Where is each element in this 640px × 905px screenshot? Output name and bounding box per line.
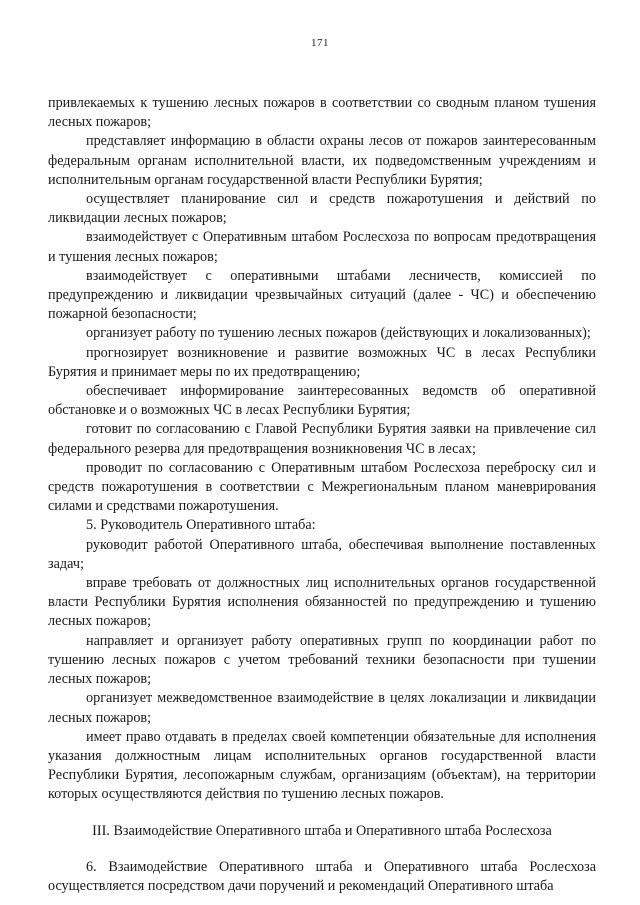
paragraph: осуществляет планирование сил и средств пожаротушения и действий по ликвидации лесных пожаров; [48, 191, 596, 227]
paragraph: прогнозирует возникновение и развитие возможных ЧС в лесах Республики Бурятия и принимает меры по их предотвращению; [48, 344, 596, 380]
section-heading: III. Взаимодействие Оперативного штаба и Оперативного штаба Рослесхоза [92, 822, 552, 839]
paragraph: представляет информацию в области охраны лесов от пожаров заинтересованным федеральным органам исполнительной власти, их подведомственным учреждениям и исполнительным органам государственной власти Республики Бурятия; [48, 133, 596, 188]
paragraph: обеспечивает информирование заинтересованных ведомств об оперативной обстановке и о возможных ЧС в лесах Республики Бурятия; [48, 383, 596, 419]
paragraph: готовит по согласованию с Главой Республики Бурятия заявки на привлечение сил федерального резерва для предотвращения возникновения ЧС в лесах; [48, 421, 596, 457]
paragraph: направляет и организует работу оперативных групп по координации работ по тушению лесных пожаров с учетом требований техники безопасности при тушении лесных пожаров; [48, 632, 596, 688]
paragraph: организует работу по тушению лесных пожаров (действующих и локализованных); [86, 325, 591, 342]
paragraph: имеет право отдавать в пределах своей компетенции обязательные для исполнения указания должностным лицам исполнительных органов государственной власти Республики Бурятия, лесопожарным службам, организациям (объектам), на территории которых осуществляются действия по тушению лесных пожаров. [48, 728, 596, 803]
paragraph: 6. Взаимодействие Оперативного штаба и Оперативного штаба Рослесхоза осуществляется посредством дачи поручений и рекомендаций Оперативного штаба [48, 858, 596, 894]
paragraph: проводит по согласованию с Оперативным штабом Рослесхоза переброску сил и средств пожаротушения в соответствии с Межрегиональным планом маневрирования силами и средствами пожаротушения. [48, 459, 596, 515]
page-number: 171 [311, 37, 329, 49]
numbered-item-heading: 5. Руководитель Оперативного штаба: [86, 517, 316, 534]
paragraph-continuation: привлекаемых к тушению лесных пожаров в соответствии со сводным планом тушения лесных пожаров; [48, 95, 596, 131]
paragraph: вправе требовать от должностных лиц исполнительных органов государственной власти Республики Бурятия исполнения обязанностей по предупреждению и тушению лесных пожаров; [48, 575, 596, 630]
paragraph: взаимодействует с оперативными штабами лесничеств, комиссией по предупреждению и ликвидации чрезвычайных ситуаций (далее - ЧС) и обеспечению пожарной безопасности; [48, 267, 596, 323]
paragraph: взаимодействует с Оперативным штабом Рослесхоза по вопросам предотвращения и тушения лесных пожаров; [48, 229, 596, 265]
paragraph: руководит работой Оперативного штаба, обеспечивая выполнение поставленных задач; [48, 536, 596, 572]
document-body [48, 94, 596, 896]
paragraph: организует межведомственное взаимодействие в целях локализации и ликвидации лесных пожаров; [48, 690, 596, 726]
